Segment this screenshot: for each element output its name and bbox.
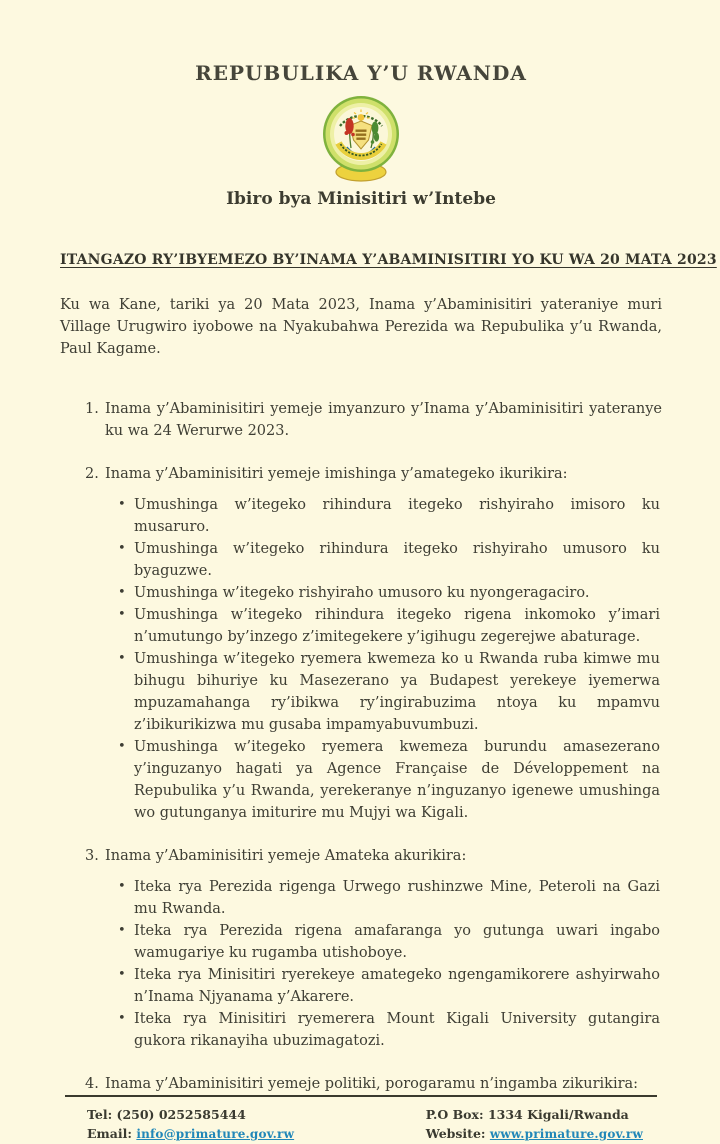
bullet-text: Umushinga w’itegeko rihindura itegeko rishyiraho umusoro ku byaguzwe.: [134, 540, 660, 579]
bullet-item: [60, 920, 662, 964]
email-label: Email:: [87, 1125, 132, 1141]
bullet-text: Umushinga w’itegeko ryemera kwemeza ko u Rwanda ruba kimwe mu bihugu bihuriye ku Masezerano ya Budapest yerekeye iyemerwa mpuzamahanga ry’ibikwa ry’ingirabuzima ntoya ku mpamvu z’ibikurikizwa mu gusaba impamyabuvumbuzi.: [134, 650, 660, 733]
bullet-item: [60, 736, 662, 824]
bullet-icon: •: [118, 922, 126, 938]
bullet-icon: •: [118, 1010, 126, 1026]
list-item-number: 3.: [85, 847, 99, 864]
tel-label: Tel:: [87, 1106, 113, 1122]
bullet-icon: •: [118, 540, 126, 556]
pobox-label: P.O Box:: [425, 1106, 484, 1122]
bullet-item: [60, 648, 662, 736]
bullet-icon: •: [118, 496, 126, 512]
list-item-text: Inama y’Abaminisitiri yemeje imishinga y’amategeko ikurikira:: [105, 465, 568, 482]
intro-paragraph: Ku wa Kane, tariki ya 20 Mata 2023, Inama y’Abaminisitiri yateraniye muri Village Urugwiro iyobowe na Nyakubahwa Perezida wa Repubulika y’u Rwanda, Paul Kagame.: [60, 297, 662, 357]
email-link[interactable]: info@primature.gov.rw: [136, 1126, 295, 1141]
bullet-icon: •: [118, 584, 126, 600]
document-title: ITANGAZO RY’IBYEMEZO BY’INAMA Y’ABAMINISITIRI YO KU WA 20 MATA 2023: [60, 252, 717, 268]
bullet-item: [60, 876, 662, 920]
bullet-group: [60, 494, 662, 824]
list-item: [60, 1073, 662, 1095]
website-link[interactable]: www.primature.gov.rw: [489, 1126, 643, 1141]
bullet-item: [60, 1008, 662, 1052]
bullet-item: [60, 604, 662, 648]
footer-left-column: [87, 1105, 294, 1144]
list-item: [60, 845, 662, 867]
footer-right-column: [426, 1105, 643, 1144]
bullet-item: [60, 964, 662, 1008]
bullet-text: Umushinga w’itegeko rishyiraho umusoro ku nyongeragaciro.: [134, 584, 590, 601]
bullet-item: [60, 538, 662, 582]
bullet-text: Iteka rya Perezida rigenga Urwego rushinzwe Mine, Peteroli na Gazi mu Rwanda.: [134, 878, 660, 917]
bullet-text: Iteka rya Minisitiri ryemerera Mount Kigali University gutangira gukora rikanayiha ubuzimagatozi.: [134, 1010, 660, 1049]
tel-value: (250) 0252585444: [116, 1106, 246, 1122]
bullet-icon: •: [118, 650, 126, 666]
bullet-icon: •: [118, 606, 126, 622]
bullet-icon: •: [118, 878, 126, 894]
bullet-text: Iteka rya Minisitiri ryerekeye amategeko ngengamikorere ashyirwaho n’Inama Njyanama y’Akarere.: [134, 966, 660, 1005]
footer-tel-row: [87, 1105, 294, 1124]
bullet-item: [60, 582, 662, 604]
bullet-text: Umushinga w’itegeko rihindura itegeko rigena inkomoko y’imari n’umutungo by’inzego z’imitegekere y’igihugu zegerejwe abaturage.: [134, 606, 660, 645]
decision-list: [60, 377, 662, 1095]
footer-website-row: [426, 1124, 643, 1144]
office-title: Ibiro bya Minisitiri w’Intebe: [226, 189, 496, 209]
list-item-number: 1.: [85, 400, 99, 417]
rwanda-coat-of-arms-logo: [309, 92, 413, 186]
list-item-number: 4.: [85, 1075, 99, 1092]
bullet-item: [60, 494, 662, 538]
country-title: REPUBULIKA Y’U RWANDA: [195, 61, 527, 85]
list-item: [60, 463, 662, 485]
website-label: Website:: [425, 1125, 486, 1141]
bullet-text: Umushinga w’itegeko rihindura itegeko rishyiraho imisoro ku musaruro.: [134, 496, 660, 535]
list-item-text: Inama y’Abaminisitiri yemeje Amateka akurikira:: [105, 847, 467, 864]
footer: [65, 1095, 657, 1144]
bullet-text: Iteka rya Perezida rigena amafaranga yo gutunga uwari ingabo wamugariye ku rugamba utishoboye.: [134, 922, 660, 961]
list-item-number: 2.: [85, 465, 99, 482]
letterhead: [60, 60, 662, 210]
list-item-text: Inama y’Abaminisitiri yemeje politiki, porogaramu n’ingamba zikurikira:: [105, 1075, 639, 1092]
footer-email-row: [87, 1124, 294, 1144]
bullet-text: Umushinga w’itegeko ryemera kwemeza burundu amasezerano y’inguzanyo hagati ya Agence Française de Développement na Repubulika y’u Rwanda, yerekeranye n’inguzanyo igenewe umushinga wo gutunganya imiturire mu Mujyi wa Kigali.: [134, 738, 660, 821]
bullet-icon: •: [118, 738, 126, 754]
list-item-text: Inama y’Abaminisitiri yemeje imyanzuro y’Inama y’Abaminisitiri yateranye ku wa 24 Werurwe 2023.: [105, 400, 662, 439]
list-item: [60, 398, 662, 442]
bullet-icon: •: [118, 966, 126, 982]
pobox-value: 1334 Kigali/Rwanda: [487, 1106, 629, 1122]
footer-pobox-row: [426, 1105, 643, 1124]
bullet-group: [60, 876, 662, 1052]
